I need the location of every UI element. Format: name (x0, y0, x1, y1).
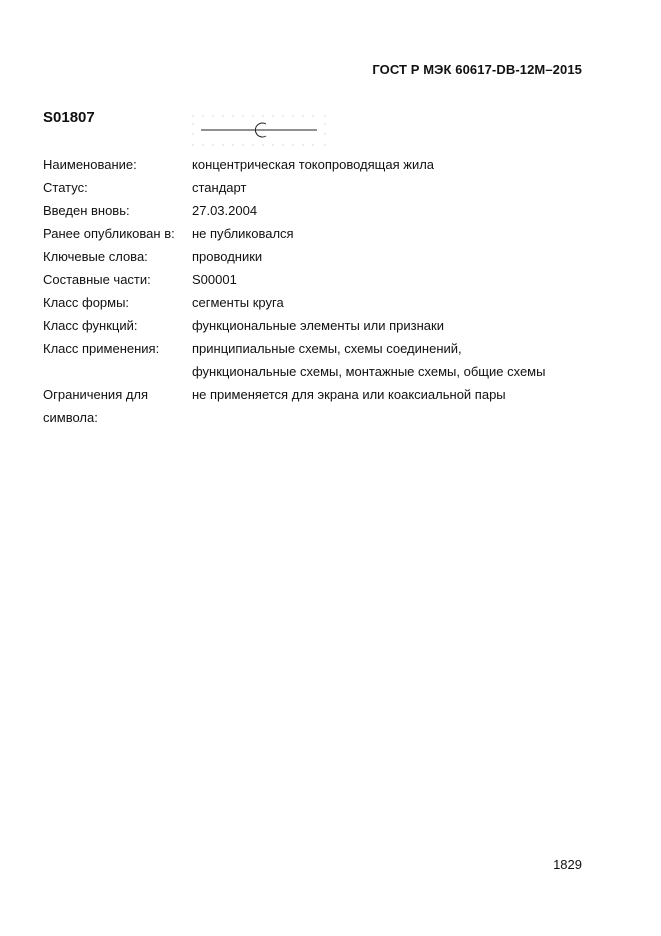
property-label: Ограничения для символа: (43, 387, 149, 425)
property-label: Класс функций: (43, 318, 138, 333)
property-label: Класс формы: (43, 295, 130, 310)
property-row-name (43, 153, 563, 176)
symbol-code: S01807 (43, 109, 95, 126)
property-value: стандарт (192, 180, 247, 195)
page-number: 1829 (553, 857, 582, 872)
standard-header: ГОСТ Р МЭК 60617-DB-12M–2015 (372, 62, 582, 77)
property-row-components (43, 268, 563, 291)
property-label: Ключевые слова: (43, 249, 148, 264)
property-label: Введен вновь: (43, 203, 130, 218)
concentric-conductor-symbol-icon (191, 110, 329, 150)
property-value: не публиковался (192, 226, 294, 241)
properties-table (43, 153, 563, 429)
property-label: Наименование: (43, 157, 137, 172)
property-value: 27.03.2004 (192, 203, 258, 218)
property-row-application-class (43, 337, 563, 383)
property-row-function-class (43, 314, 563, 337)
property-row-shape-class (43, 291, 563, 314)
property-label: Статус: (43, 180, 88, 195)
property-value: проводники (192, 249, 263, 264)
property-row-keywords (43, 245, 563, 268)
property-value: S00001 (192, 272, 237, 287)
property-row-introduced (43, 199, 563, 222)
property-label: Составные части: (43, 272, 151, 287)
property-value: принципиальные схемы, схемы соединений, функциональные схемы, монтажные схемы, общие схемы (192, 341, 546, 379)
property-label: Класс применения: (43, 341, 160, 356)
property-value: сегменты круга (192, 295, 284, 310)
property-row-published (43, 222, 563, 245)
property-row-restrictions (43, 383, 563, 429)
property-value: функциональные элементы или признаки (192, 318, 444, 333)
property-label: Ранее опубликован в: (43, 226, 175, 241)
property-row-status (43, 176, 563, 199)
property-value: концентрическая токопроводящая жила (192, 157, 435, 172)
property-value: не применяется для экрана или коаксиальной пары (192, 387, 506, 402)
